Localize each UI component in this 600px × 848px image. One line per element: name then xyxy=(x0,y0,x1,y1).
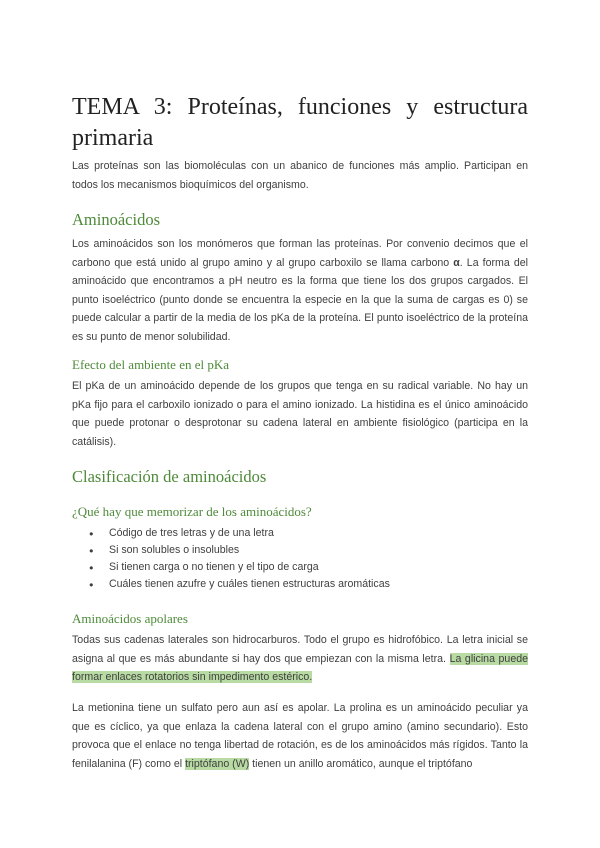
apolares-text-c: tienen un anillo aromático, aunque el triptófano xyxy=(249,757,473,770)
subsection-heading-apolares: Aminoácidos apolares xyxy=(72,611,188,626)
subsection-heading-memorizar: ¿Qué hay que memorizar de los aminoácidos? xyxy=(72,504,312,519)
list-item: ● Código de tres letras y de una letra xyxy=(72,525,528,542)
efecto-paragraph: El pKa de un aminoácido depende de los grupos que tenga en su radical variable. No hay un pKa fijo para el carboxilo ionizado o para el amino ionizado. La histidina es el único aminoácido que puede protonar o desprotonar su cadena lateral en ambiente fisiológico (participa en la catálisis). xyxy=(72,380,528,448)
aminoacidos-text-b: . La forma del aminoácido que encontramos a pH neutro es la forma que tiene los dos grupos cargados. El punto isoeléctrico (punto donde se encuentra la especie en la que la suma de cargas es 0) se puede calcular a partir de la media de los pKa de la proteína. El punto isoeléctrico de la proteína es su punto de menor solubilidad. xyxy=(72,256,528,343)
list-item: ● Cuáles tienen azufre y cuáles tienen estructuras aromáticas xyxy=(72,576,528,593)
section-heading-aminoacidos: Aminoácidos xyxy=(72,210,160,229)
apolares-paragraph-1 xyxy=(72,631,528,687)
list-item: ● Si tienen carga o no tienen y el tipo de carga xyxy=(72,559,528,576)
alpha-symbol: α xyxy=(453,256,460,269)
apolares-text-a: Todas sus cadenas laterales son hidrocarburos. Todo el grupo es hidrofóbico. La letra inicial se asigna al que es más abundante si hay dos que empiezan con la misma letra. xyxy=(72,634,528,665)
highlighted-text-glicina: La glicina puede formar enlaces rotatorios sin impedimento estérico. xyxy=(72,652,528,683)
aminoacidos-paragraph xyxy=(72,235,528,346)
page-title: TEMA 3: Proteínas, funciones y estructura primaria xyxy=(72,94,528,151)
aminoacidos-text-a: Los aminoácidos son los monómeros que forman las proteínas. Por convenio decimos que el carbono que está unido al grupo amino y al grupo carboxilo se llama carbono xyxy=(72,238,528,269)
apolares-paragraph-2 xyxy=(72,699,528,773)
highlighted-text-triptofano: triptófano (W) xyxy=(185,757,250,770)
apolares-text-b: La metionina tiene un sulfato pero aun así es apolar. La prolina es un aminoácido peculiar ya que es cíclico, ya que enlaza la cadena lateral con el grupo amino (amino secundario). Esto provoca que el enlace no tenga libertad de rotación, es de los aminoácidos más rígidos. Tanto la fenilalanina (F) como el xyxy=(72,702,528,770)
subsection-heading-efecto: Efecto del ambiente en el pKa xyxy=(72,357,230,372)
intro-paragraph: Las proteínas son las biomoléculas con un abanico de funciones más amplio. Participan en todos los mecanismos bioquímicos del organismo. xyxy=(72,160,528,191)
memorize-list xyxy=(72,525,528,593)
section-heading-clasificacion: Clasificación de aminoácidos xyxy=(72,467,267,486)
list-item: ● Si son solubles o insolubles xyxy=(72,542,528,559)
